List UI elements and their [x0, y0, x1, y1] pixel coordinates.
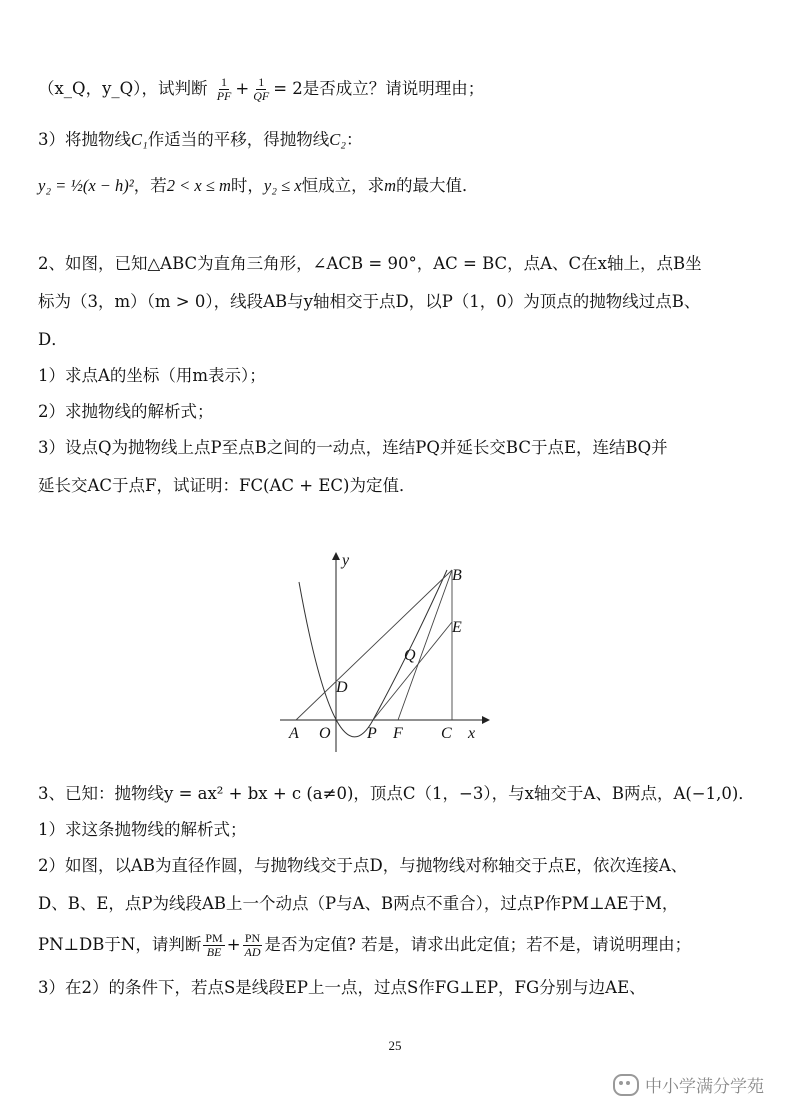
x-axis-arrow — [482, 716, 490, 724]
wechat-icon — [613, 1074, 639, 1096]
p1-coord: （x_Q，y_Q） — [38, 79, 142, 98]
label-o: O — [319, 725, 331, 742]
watermark — [613, 1072, 764, 1097]
label-c: C — [441, 725, 452, 742]
y-axis-arrow — [332, 552, 340, 560]
p2-question-3-line-2: 延长交AC于点F，试证明：FC(AC + EC)为定值． — [38, 476, 416, 495]
parabola — [299, 570, 447, 737]
segment-pe — [373, 622, 452, 720]
label-f: F — [393, 725, 403, 742]
segment-ab — [296, 570, 452, 720]
p1-line-2: 3）将抛物线C₁作适当的平移，得抛物线C₂： — [38, 130, 363, 149]
label-b: B — [452, 567, 462, 584]
label-e: E — [452, 619, 462, 636]
p2-line-3: D． — [38, 330, 68, 349]
frac-1-qf: $\frac{1}{QF}$ — [253, 75, 270, 103]
frac-pm-be: $\frac{PM}{BE}$ — [205, 931, 223, 959]
frac-1-pf: $\frac{1}{PF}$ — [216, 75, 232, 103]
p2-line-2: 标为（3，m）（m > 0），线段AB与y轴相交于点D，以P（1，0）为顶点的抛物线过点B、 — [38, 292, 701, 311]
label-p: P — [367, 725, 377, 742]
p3-question-1: 1）求这条抛物线的解析式； — [38, 820, 247, 839]
p3-question-2-line-1: 2）如图，以AB为直径作圆，与抛物线交于点D，与抛物线对称轴交于点E，依次连接A、 — [38, 856, 688, 875]
frac-pn-ad: $\frac{PN}{AD}$ — [244, 931, 261, 959]
p2-question-2: 2）求抛物线的解析式； — [38, 402, 214, 421]
p2-line-1: 2、如图，已知△ABC为直角三角形，∠ACB = 90°，AC = BC，点A、C在x轴上，点B坐 — [38, 254, 702, 273]
segment-bf — [398, 570, 452, 720]
p1-formula: y₂ = ½(x − h)² — [38, 176, 134, 195]
p3-line-1: 3、已知：抛物线y = ax² + bx + c (a≠0)，顶点C（1，−3），与x轴交于A、B两点，A(−1,0)． — [38, 784, 755, 803]
p1-line-1: （x_Q，y_Q），试判断 $\frac{1}{PF}$ + $\frac{1}{QF}$ = 2是否成立？请说明理由； — [38, 75, 485, 103]
label-x: x — [468, 725, 476, 742]
label-a: A — [289, 725, 299, 742]
p3-question-2-line-2: D、B、E，点P为线段AB上一个动点（P与A、B两点不重合），过点P作PM⊥AE于M， — [38, 894, 679, 913]
watermark-text: 中小学满分学苑 — [645, 1077, 764, 1097]
label-q: Q — [404, 647, 416, 664]
p3-question-3-line-1: 3）在2）的条件下，若点S是线段EP上一点，过点S作FG⊥EP，FG分别与边AE、 — [38, 978, 646, 997]
p2-question-1: 1）求点A的坐标（用m表示）； — [38, 366, 266, 385]
p1-line-3: y₂ = ½(x − h)²，若2 < x ≤ m时，y₂ ≤ x恒成立，求m的最大值． — [38, 176, 479, 195]
geometry-figure — [260, 540, 500, 760]
p3-question-2-line-3: PN⊥DB于N，请判断 $\frac{PM}{BE}$ + $\frac{PN}{AD}$ 是否为定值? 若是，请求出此定值；若不是，请说明理由； — [38, 931, 692, 959]
page-number: 25 — [388, 1038, 402, 1053]
label-d: D — [336, 679, 348, 696]
p2-question-3-line-1: 3）设点Q为抛物线上点P至点B之间的一动点，连结PQ并延长交BC于点E，连结BQ并 — [38, 438, 668, 457]
label-y: y — [342, 552, 350, 569]
